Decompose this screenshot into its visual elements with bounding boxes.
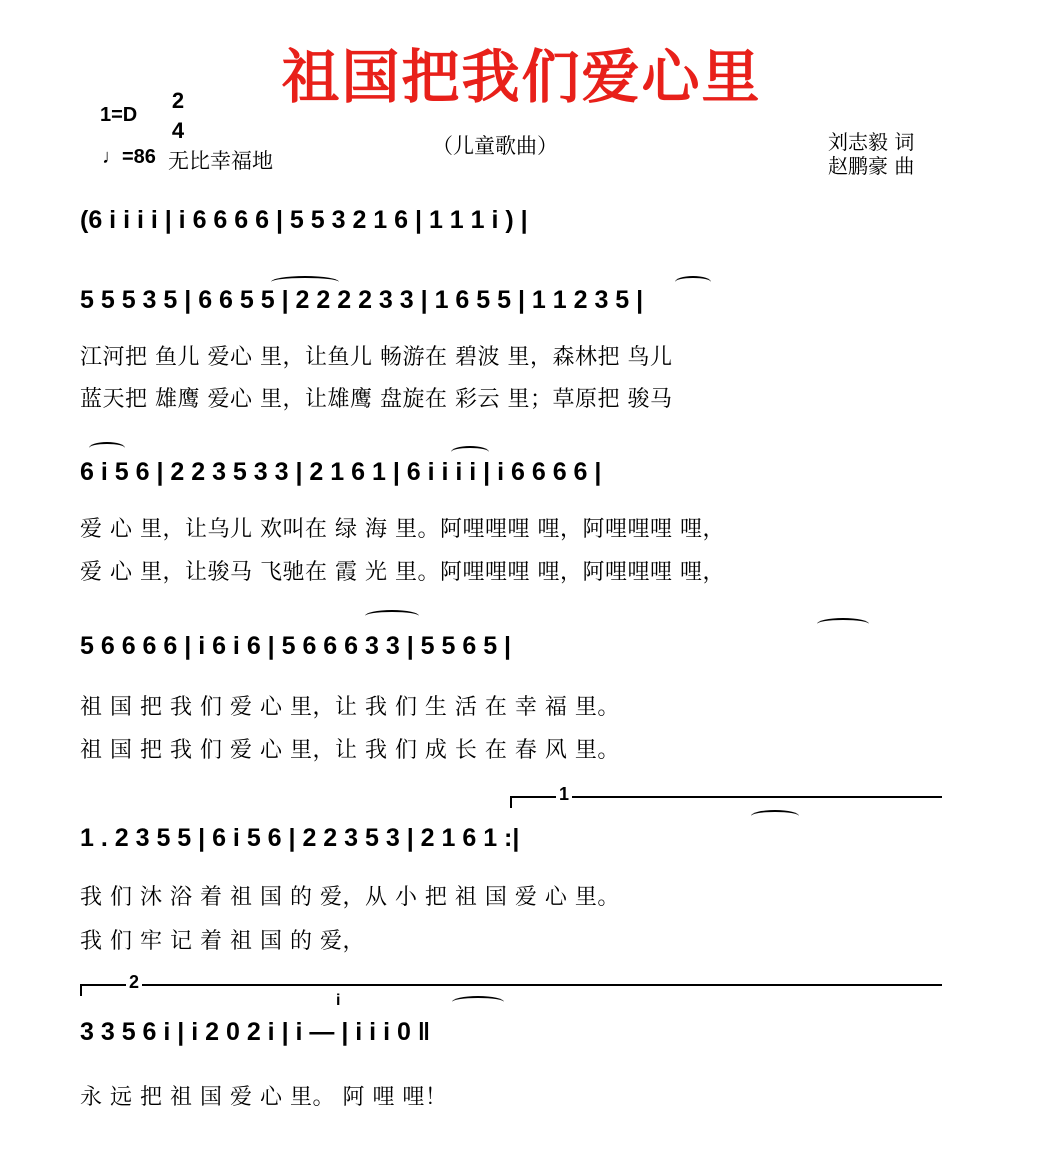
- lyric-line-4-verse-2: 祖 国 把 我 们 爱 心 里，让 我 们 成 长 在 春 风 里。: [80, 738, 620, 763]
- second-ending-number: 2: [126, 972, 142, 993]
- slur: [365, 610, 419, 622]
- slur: [271, 276, 339, 288]
- lyric-line-3-verse-2: 爱 心 里，让骏马 飞驰在 霞 光 里。阿哩哩哩 哩，阿哩哩哩 哩，: [80, 560, 725, 585]
- slur: [751, 810, 799, 822]
- notation-line-6: 3 3 5 6 i | i 2 0 2 i | i — | i i i 0 ‖: [80, 1018, 431, 1046]
- tempo-mark: ♩=86: [102, 146, 156, 168]
- composer-credit: 赵鹏豪 曲: [828, 154, 915, 178]
- slur: [675, 276, 711, 288]
- time-signature-top: 2: [171, 88, 185, 113]
- grace-note: i: [336, 992, 341, 1009]
- slur: [817, 618, 869, 630]
- second-ending-bracket: [80, 984, 942, 996]
- lyric-line-4-verse-1: 祖 国 把 我 们 爱 心 里，让 我 们 生 活 在 幸 福 里。: [80, 695, 620, 720]
- slur: [89, 442, 125, 454]
- lyricist-credit: 刘志毅 词: [828, 130, 915, 154]
- lyric-line-3-verse-1: 爱 心 里，让乌儿 欢叫在 绿 海 里。阿哩哩哩 哩，阿哩哩哩 哩，: [80, 517, 725, 542]
- lyric-line-5-verse-2: 我 们 牢 记 着 祖 国 的 爱，: [80, 929, 365, 954]
- first-ending-number: 1: [556, 784, 572, 805]
- notation-line-3: 6 i 5 6 | 2 2 3 5 3 3 | 2 1 6 1 | 6 i i i i | i 6 6 6 6 |: [80, 458, 602, 486]
- lyric-line-5-verse-1: 我 们 沐 浴 着 祖 国 的 爱，从 小 把 祖 国 爱 心 里。: [80, 885, 620, 910]
- key-signature: 1=D: [100, 104, 138, 126]
- expression-mark: 无比幸福地: [168, 149, 273, 173]
- notation-line-2: 5 5 5 3 5 | 6 6 5 5 | 2 2 2 2 3 3 | 1 6 5 5 | 1 1 2 3 5 |: [80, 286, 644, 314]
- lyric-line-2-verse-1: 江河把 鱼儿 爱心 里，让鱼儿 畅游在 碧波 里，森林把 鸟儿: [80, 345, 673, 370]
- song-title: 祖国把我们爱心里: [281, 43, 762, 111]
- first-ending-bracket: [510, 796, 942, 808]
- notation-line-4: 5 6 6 6 6 | i 6 i 6 | 5 6 6 6 3 3 | 5 5 6 5 |: [80, 632, 512, 660]
- time-signature-bottom: 4: [171, 118, 185, 143]
- slur: [451, 446, 489, 458]
- notation-line-1: (6 i i i i | i 6 6 6 6 | 5 5 3 2 1 6 | 1 1 1 i ) |: [80, 206, 528, 234]
- slur: [452, 996, 504, 1008]
- subtitle: （儿童歌曲）: [432, 134, 558, 158]
- notation-line-5: 1 . 2 3 5 5 | 6 i 5 6 | 2 2 3 5 3 | 2 1 6 1 :|: [80, 824, 520, 852]
- lyric-line-2-verse-2: 蓝天把 雄鹰 爱心 里，让雄鹰 盘旋在 彩云 里；草原把 骏马: [80, 387, 673, 412]
- lyric-line-6-verse-1: 永 远 把 祖 国 爱 心 里。 阿 哩 哩！: [80, 1085, 448, 1110]
